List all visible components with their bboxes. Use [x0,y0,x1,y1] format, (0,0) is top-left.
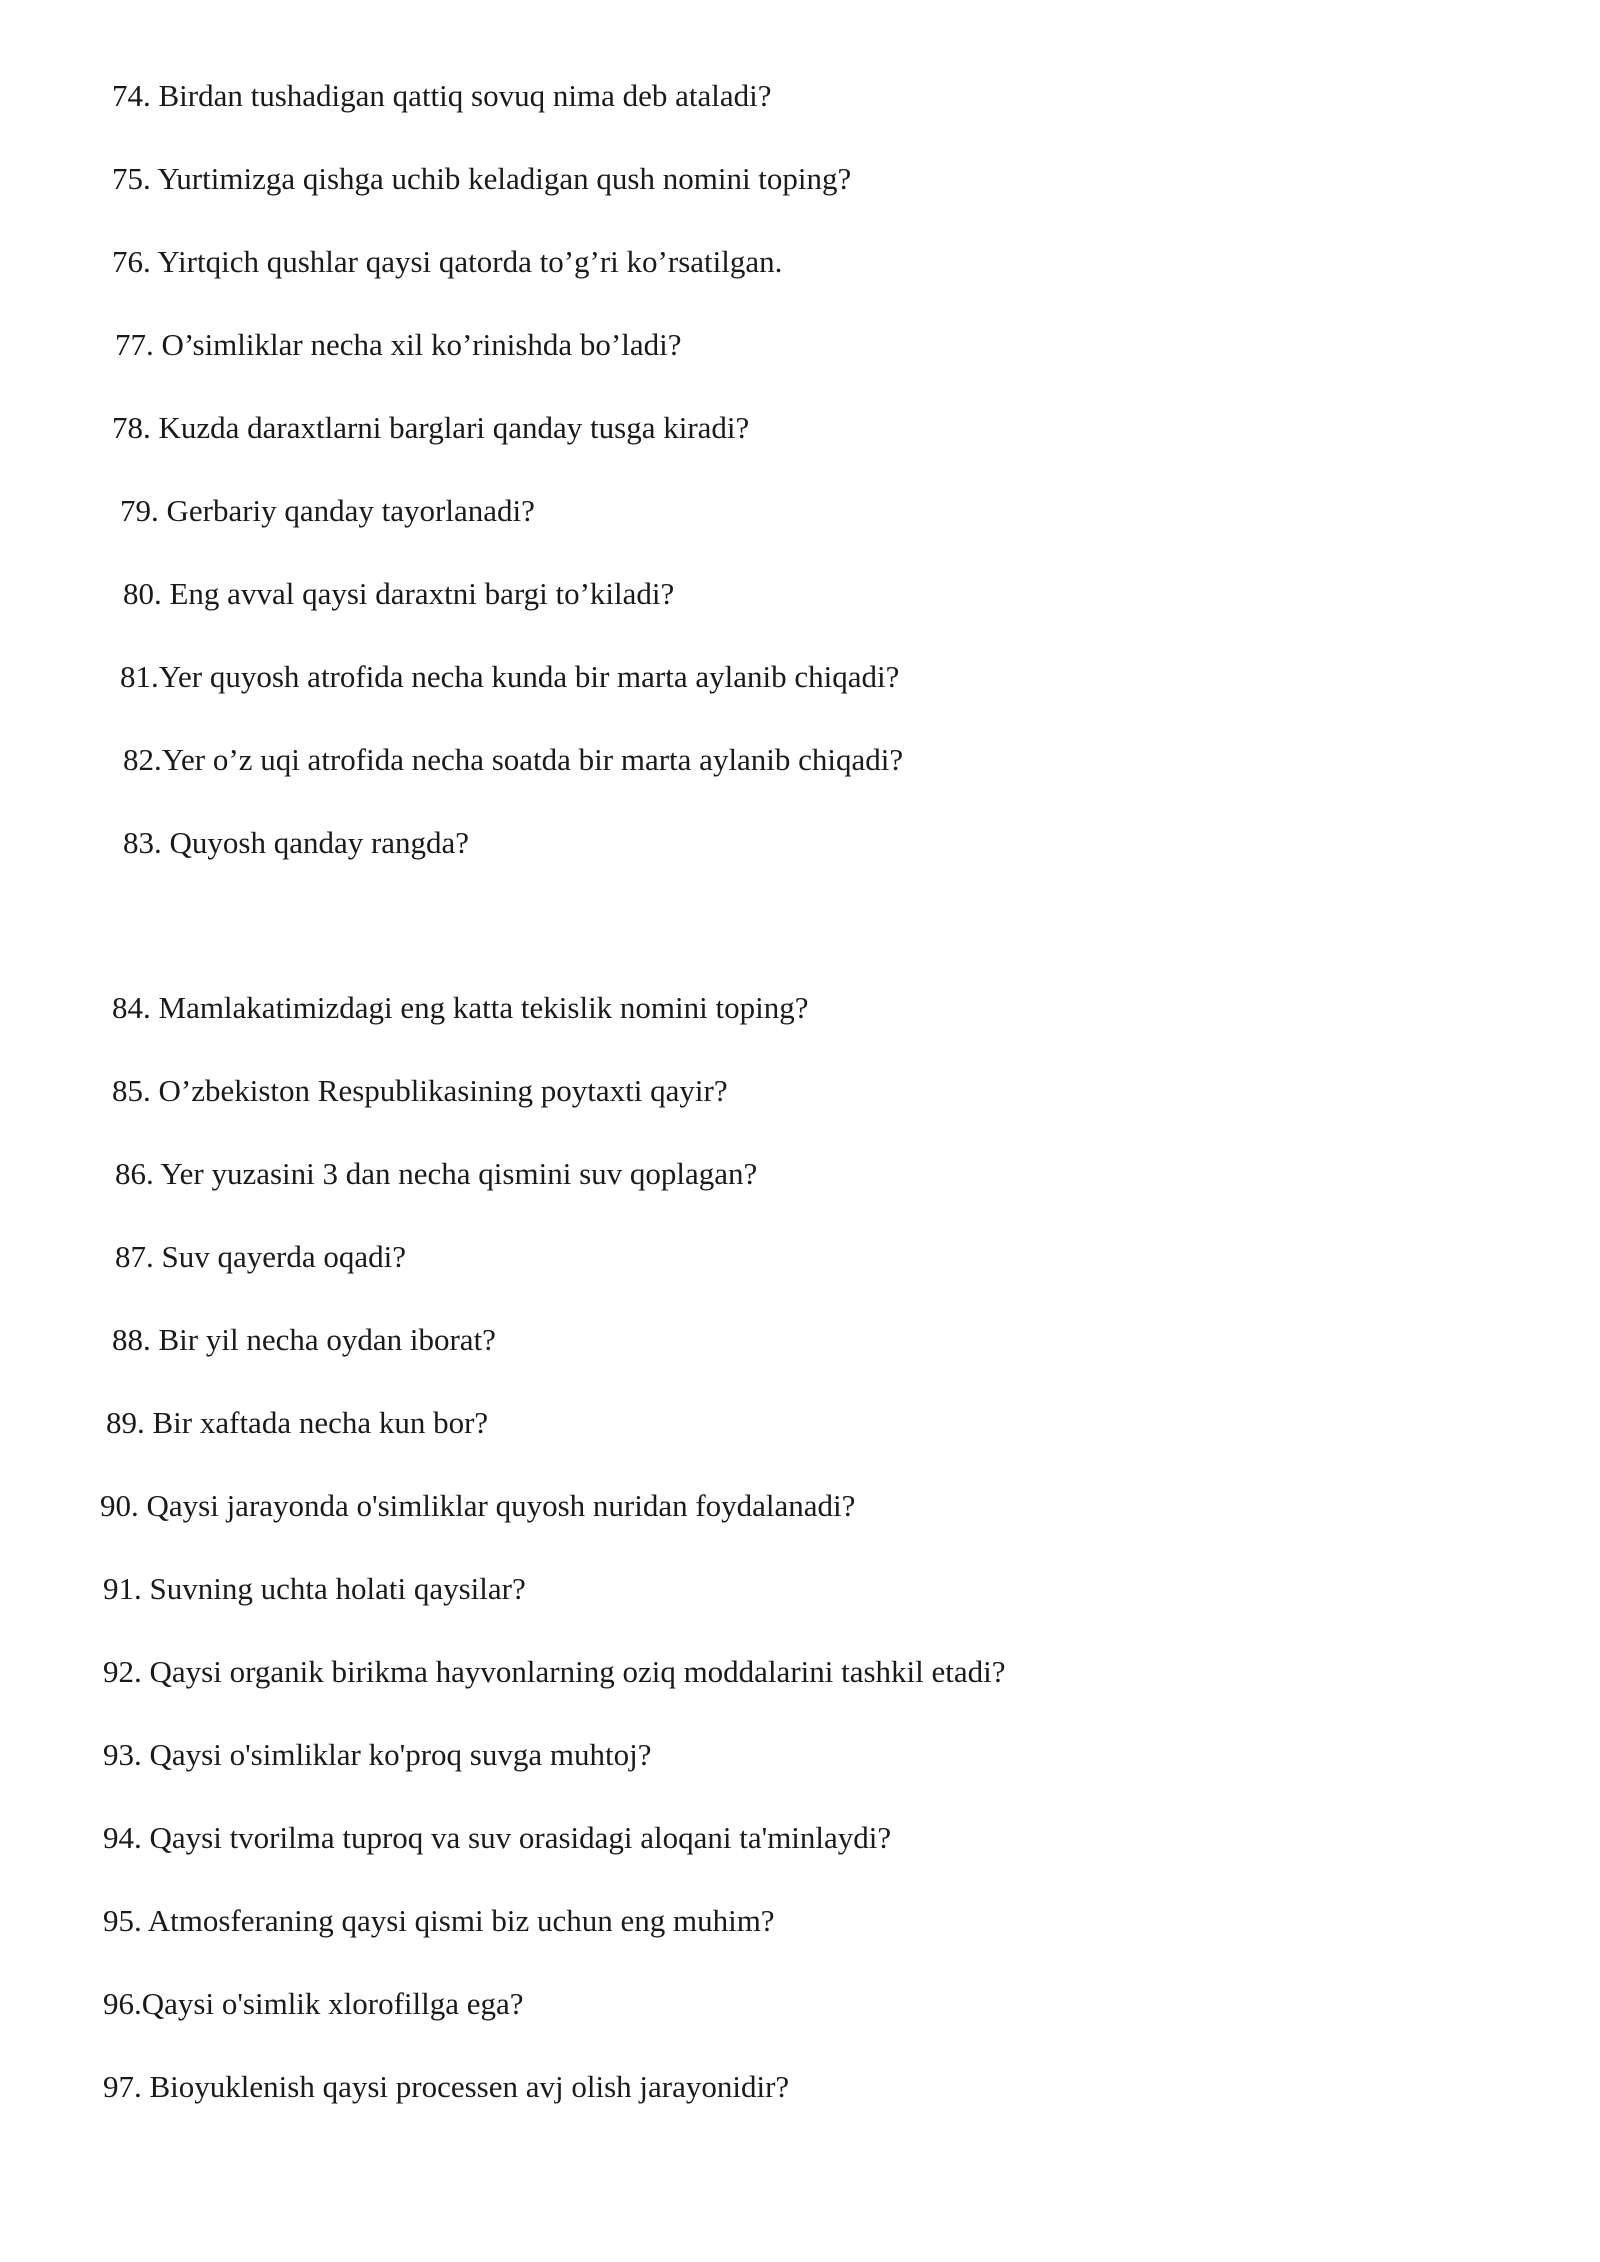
question-80: 80. Eng avval qaysi daraxtni bargi to’kiladi? [123,576,675,611]
question-88: 88. Bir yil necha oydan iborat? [112,1322,496,1357]
question-91: 91. Suvning uchta holati qaysilar? [103,1571,526,1606]
question-79: 79. Gerbariy qanday tayorlanadi? [120,493,535,528]
question-95: 95. Atmosferaning qaysi qismi biz uchun eng muhim? [103,1903,775,1938]
question-82: 82.Yer o’z uqi atrofida necha soatda bir marta aylanib chiqadi? [123,742,904,777]
question-74: 74. Birdan tushadigan qattiq sovuq nima deb ataladi? [112,78,772,113]
question-94: 94. Qaysi tvorilma tuproq va suv orasidagi aloqani ta'minlaydi? [103,1820,892,1855]
question-78: 78. Kuzda daraxtlarni barglari qanday tusga kiradi? [112,410,750,445]
question-86: 86. Yer yuzasini 3 dan necha qismini suv qoplagan? [115,1156,758,1191]
question-93: 93. Qaysi o'simliklar ko'proq suvga muhtoj? [103,1737,652,1772]
question-90: 90. Qaysi jarayonda o'simliklar quyosh nuridan foydalanadi? [100,1488,856,1523]
question-77: 77. O’simliklar necha xil ko’rinishda bo’ladi? [115,327,682,362]
question-81: 81.Yer quyosh atrofida necha kunda bir marta aylanib chiqadi? [120,659,900,694]
question-96: 96.Qaysi o'simlik xlorofillga ega? [103,1986,524,2021]
question-87: 87. Suv qayerda oqadi? [115,1239,406,1274]
question-75: 75. Yurtimizga qishga uchib keladigan qush nomini toping? [112,161,852,196]
question-89: 89. Bir xaftada necha kun bor? [106,1405,489,1440]
question-97: 97. Bioyuklenish qaysi processen avj olish jarayonidir? [103,2069,790,2104]
question-84: 84. Mamlakatimizdagi eng katta tekislik nomini toping? [112,990,809,1025]
question-76: 76. Yirtqich qushlar qaysi qatorda to’g’ri ko’rsatilgan. [112,244,783,279]
question-92: 92. Qaysi organik birikma hayvonlarning oziq moddalarini tashkil etadi? [103,1654,1006,1689]
question-85: 85. O’zbekiston Respublikasining poytaxti qayir? [112,1073,728,1108]
question-83: 83. Quyosh qanday rangda? [123,825,470,860]
